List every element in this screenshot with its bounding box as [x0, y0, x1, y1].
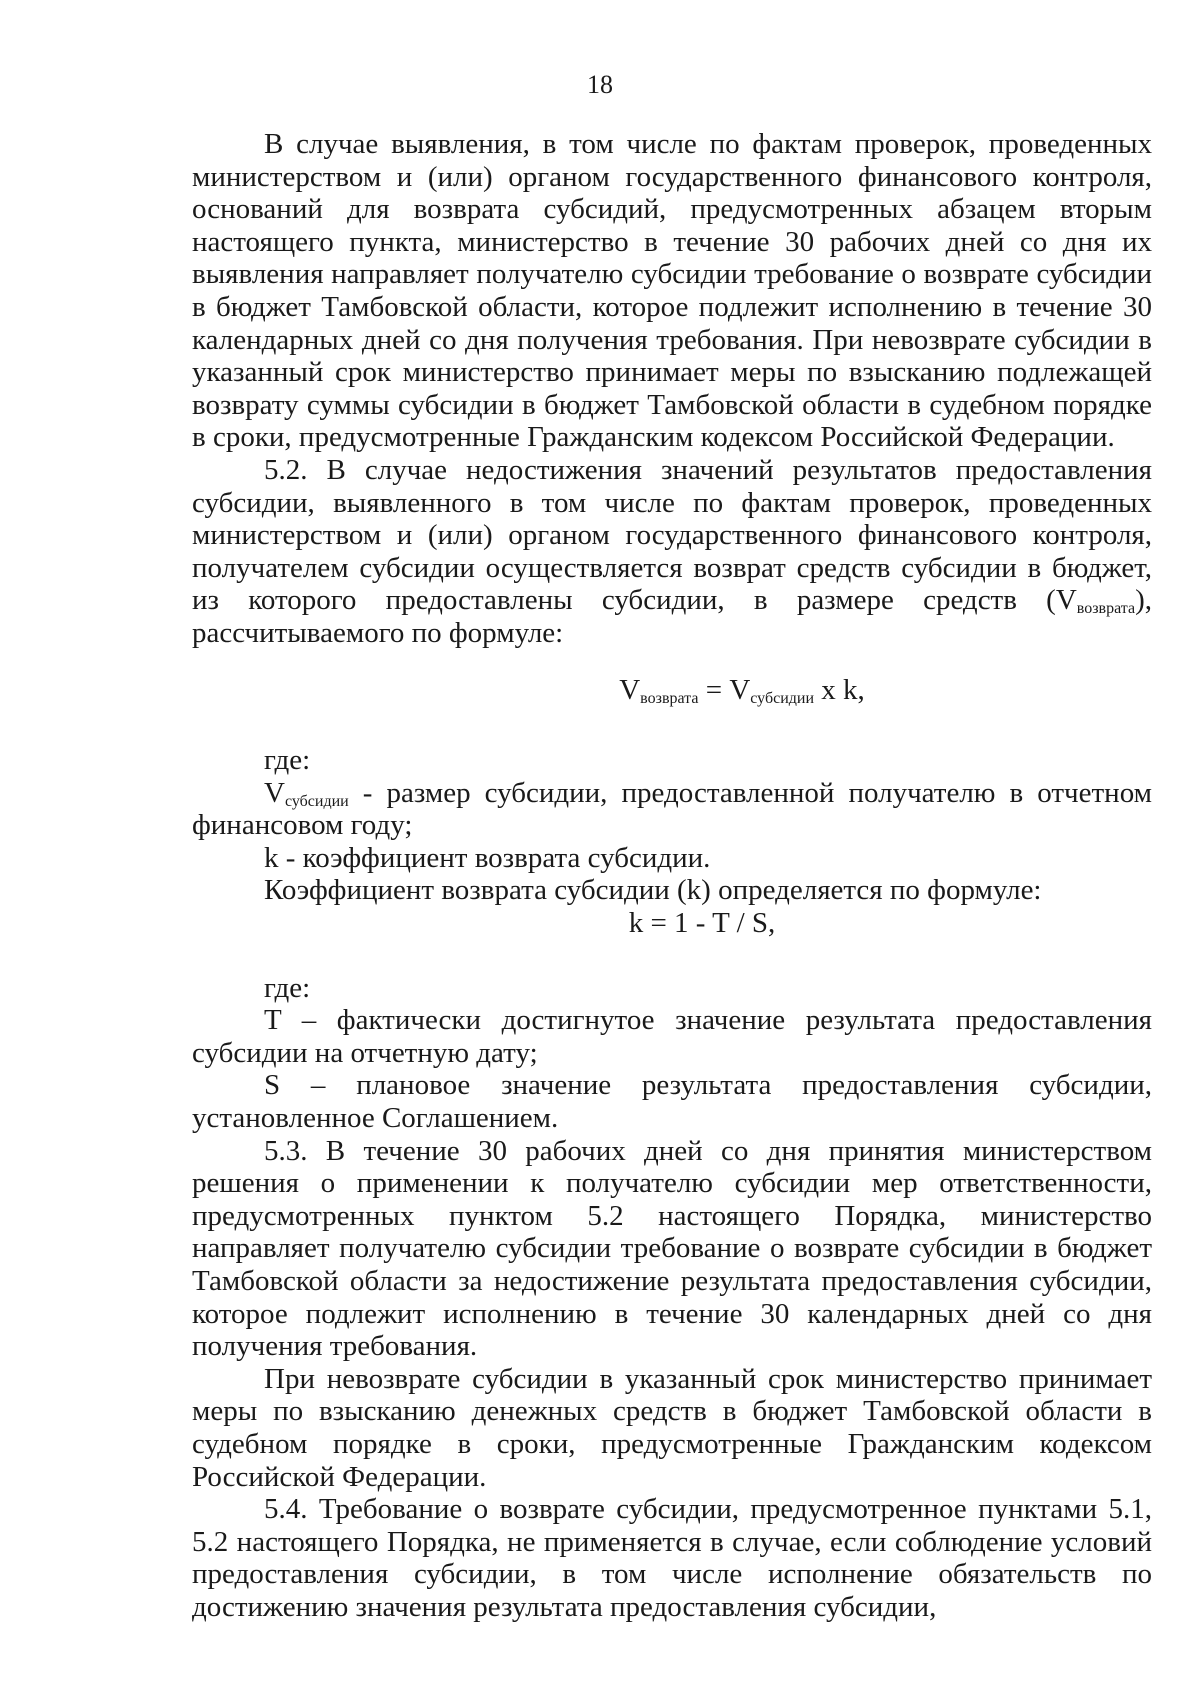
paragraph-5-3-continued: При невозврате субсидии в указанный срок министерство принимает меры по взысканию денежных средств в бюджет Тамбовской области в судебном порядке в сроки, предусмотренные Гражданским кодексом Российской Федерации.: [192, 1362, 1152, 1493]
definition-v-subsidy: [192, 777, 1152, 842]
paragraph-5-2-text: 5.2. В случае недостижения значений результатов предоставления субсидии, выявленного в том числе по фактам проверок, проведенных министерством и (или) органом государственного финансового контроля, получателем субсидии осуществляется возврат средств субсидии в бюджет, из которого предоставлены субсидии, в размере средств (V: [192, 453, 1152, 617]
coefficient-text: Коэффициент возврата субсидии (k) определяется по формуле:: [264, 874, 1042, 907]
definition-t: T – фактически достигнутое значение результата предоставления субсидии на отчетную дату;: [192, 1004, 1152, 1069]
formula-k: k = 1 - T / S,: [628, 907, 776, 940]
definition-k: k - коэффициент возврата субсидии.: [264, 841, 711, 874]
paragraph-return-procedure: В случае выявления, в том числе по фактам проверок, проведенных министерством и (или) органом государственного финансового контроля, оснований для возврата субсидий, предусмотренных абзацем вторым настоящего пункта, министерство в течение 30 рабочих дней со дня их выявления направляет получателю субсидии требование о возврате субсидии в бюджет Тамбовской области, которое подлежит исполнению в течение 30 календарных дней со дня получения требования. При невозврате субсидии в указанный срок министерство принимает меры по взысканию подлежащей возврату суммы субсидии в бюджет Тамбовской области в судебном порядке в сроки, предусмотренные Гражданским кодексом Российской Федерации.: [192, 128, 1152, 454]
formula-sub-return: возврата: [640, 689, 699, 707]
def-v-subscript: субсидии: [284, 792, 349, 810]
where-label-1: где:: [264, 744, 311, 777]
v-return-subscript: возврата: [1076, 600, 1136, 618]
where-label-2: где:: [264, 971, 311, 1004]
formula-eq: = V: [698, 673, 751, 706]
formula-sub-subsidy: субсидии: [750, 689, 815, 707]
formula-v-return: [192, 674, 1152, 707]
paragraph-5-2: [192, 454, 1152, 617]
def-v-text: - размер субсидии, предоставленной получателю в отчетном финансовом году;: [192, 776, 1152, 842]
paragraph-5-2-close: ),: [1135, 584, 1152, 617]
definition-s: S – плановое значение результата предоставления субсидии, установленное Соглашением.: [192, 1069, 1152, 1135]
formula-end: x k,: [814, 673, 865, 706]
page-number: 18: [587, 70, 613, 99]
document-body: [192, 128, 1152, 1624]
def-v-symbol: V: [264, 776, 285, 809]
paragraph-5-4: 5.4. Требование о возврате субсидии, предусмотренное пунктами 5.1, 5.2 настоящего Порядка, не применяется в случае, если соблюдение условий предоставления субсидии, в том числе исполнение обязательств по достижению значения результата предоставления субсидии,: [192, 1493, 1152, 1623]
paragraph-5-3: 5.3. В течение 30 рабочих дней со дня принятия министерством решения о применении к получателю субсидии мер ответственности, предусмотренных пунктом 5.2 настоящего Порядка, министерство направляет получателю субсидии требование о возврате субсидии в бюджет Тамбовской области за недостижение результата предоставления субсидии, которое подлежит исполнению в течение 30 календарных дней со дня получения требования.: [192, 1134, 1152, 1363]
formula-v1: V: [619, 673, 641, 706]
paragraph-5-2-tail: рассчитываемого по формуле:: [192, 616, 564, 649]
